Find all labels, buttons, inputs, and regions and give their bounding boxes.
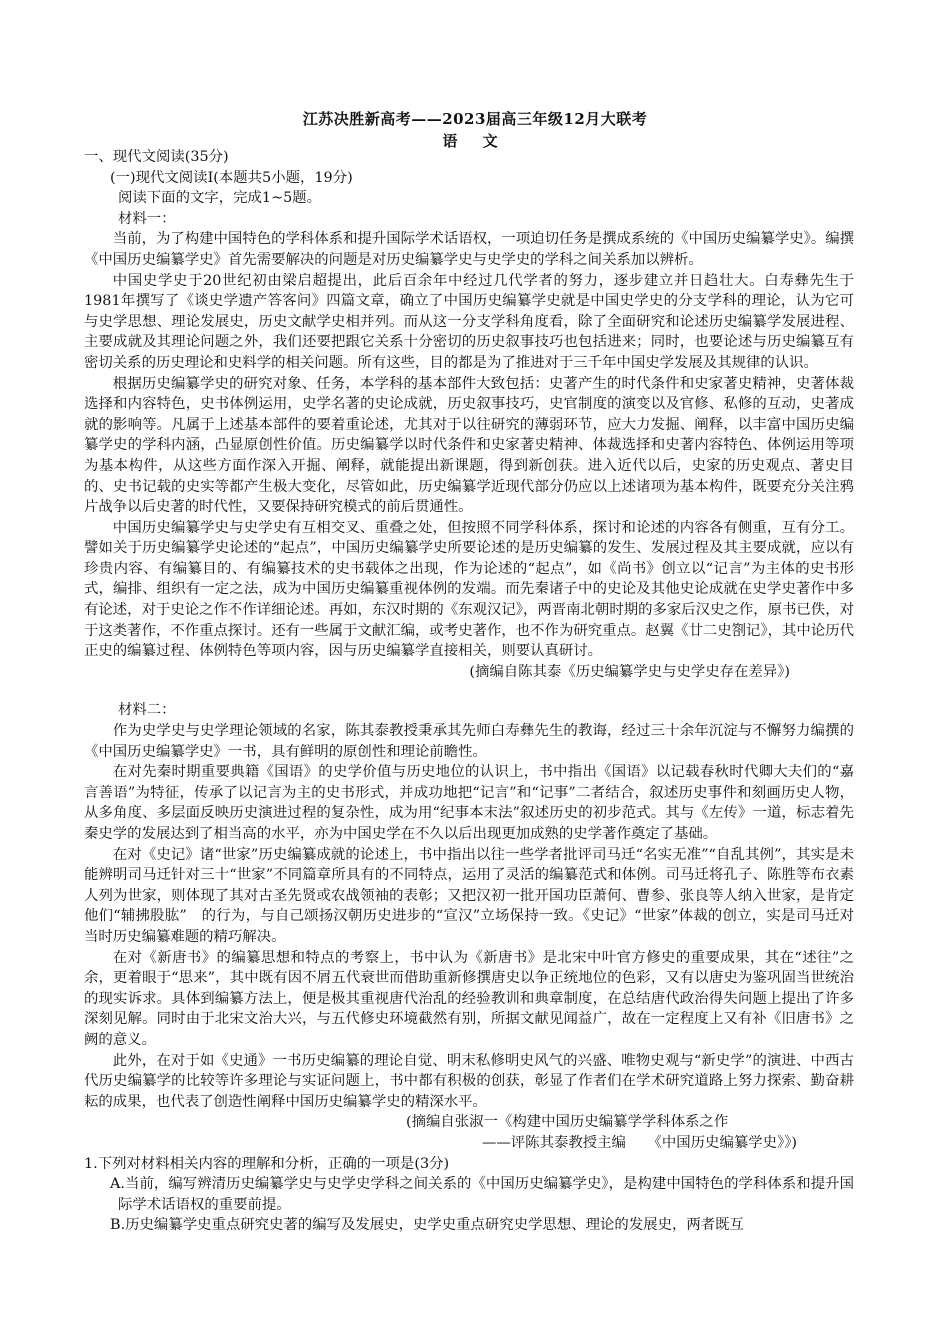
- material2-paragraph: 在对《新唐书》的编纂思想和特点的考察上，书中认为《新唐书》是北宋中叶官方修史的重要成果，其在“述往”之余，更着眼于“思来”，其中既有因不屑五代衰世而借助重新修撰唐史以争正统地位的色彩，又有以唐史为鉴巩固当世统治的现实诉求。具体到编纂方法上，便是极其重视唐代治乱的经验教训和典章制度，在总结唐代政治得失问题上提出了许多深刻见解。同时由于北宋文治大兴，与五代修史环境截然有别，所据文献见闻益广，故在一定程度上又有补《旧唐书》之阙的意义。: [84, 949, 854, 1048]
- material1-paragraph: 当前，为了构建中国特色的学科体系和提升国际学术话语权，一项迫切任务是撰成系统的《中国历史编纂学史》。编撰《中国历史编纂学史》首先需要解决的问题是对历史编纂学史与史学史的学科之间关系加以辨析。: [84, 231, 854, 268]
- exam-content: [84, 147, 854, 1236]
- spacer: [84, 682, 854, 700]
- material2-paragraph: 在对《史记》诸“世家”历史编纂成就的论述上，书中指出以往一些学者批评司马迁“名实无准”“自乱其例”，其实是未能辨明司马迁针对三十“世家”不同篇章所具有的不同特点，运用了灵活的编纂范式和体例。司马迁将孔子、陈胜等布衣素人列为世家，则体现了其对古圣先贤或农战领袖的表彰；又把汉初一批开国功臣萧何、曹参、张良等人纳入世家，是肯定他们“辅拂股肱” 的行为，与自己颂扬汉朝历史进步的“宣汉”立场保持一致。《史记》“世家”体裁的创立，实是司马迁对当时历史编纂难题的精巧解决。: [84, 846, 854, 945]
- material1-label: 材料一：: [118, 210, 176, 227]
- section-title: 一、现代文阅读(35分): [84, 149, 229, 165]
- material1-paragraph: 中国历史编纂学史与史学史有互相交叉、重叠之处，但按照不同学科体系，探讨和论述的内容各有侧重，互有分工。譬如关于历史编纂学史论述的“起点”，中国历史编纂学史所要论述的是历史编纂的发生、发展过程及其主要成就，应以有珍贵内容、有编纂目的、有编纂技术的史书载体之出现，作为论述的“起点”，如《尚书》创立以“记言”为主体的史书形式，编排、组织有一定之法，成为中国历史编纂重视体例的发端。而先秦诸子中的史论及其他史论成就在史学史著作中多有论述，对于史论之作不作详细论述。再如，东汉时期的《东观汉记》，两晋南北朝时期的多家后汉史之作，原书已佚，对于这类著作，不作重点探讨。还有一些属于文献汇编，或考史著作，也不作为研究重点。赵翼《廿二史劄记》，其中论历代正史的编纂过程、体例特色等项内容，因与历史编纂学直接相关，则要认真研讨。: [84, 519, 854, 660]
- exam-title: 江苏决胜新高考——2023届高三年级12月大联考: [302, 110, 648, 128]
- material2-paragraph: 在对先秦时期重要典籍《国语》的史学价值与历史地位的认识上，书中指出《国语》以记载春秋时代卿大夫们的“嘉言善语”为特征，传承了以记言为主的史书形式，并成功地把“记言”和“记事”二者结合，叙述历史事件和刻画历史人物，从多角度、多层面反映历史演进过程的复杂性，成为用“纪事本末法”叙述历史的初步范式。其与《左传》一道，标志着先秦史学的发展达到了相当高的水平，亦为中国史学在不久以后出现更加成熟的史学著作奠定了基础。: [84, 764, 854, 842]
- material1-paragraph: 中国史学史于20世纪初由梁启超提出，此后百余年中经过几代学者的努力，逐步建立并日趋壮大。白寿彝先生于1981年撰写了《谈史学遗产答客问》四篇文章，确立了中国历史编纂学史就是中国史学史的分支学科的理论，认为它可与史学思想、理论发展史，历史文献学史相并列。而从这一分支学科角度看，除了全面研究和论述历史编纂学发展进程、主要成就及其理论问题之外，我们还要把跟它关系十分密切的历史叙事技巧也包括进来；同时，也要论述与历史编纂互有密切关系的历史理论和史料学的相关问题。所有这些，目的都是为了推进对于三千年中国史学发展及其规律的认识。: [84, 272, 854, 371]
- reading-instruction: 阅读下面的文字，完成1~5题。: [118, 190, 322, 207]
- subject-title: 语 文: [442, 132, 508, 150]
- question1-option-b: B.历史编纂学史重点研究史著的编写及发展史，史学史重点研究史学思想、理论的发展史，两者既互: [110, 1217, 744, 1234]
- material1-paragraph: 根据历史编纂学史的研究对象、任务，本学科的基本部件大致包括：史著产生的时代条件和史家著史精神，史著体裁选择和内容特色，史书体例运用，史学名著的史论成就，历史叙事技巧，史官制度的演变以及官修、私修的互动，史著成就的影响等。凡属于上述基本部件的要着重论述，尤其对于以往研究的薄弱环节，应大力发掘、阐释，以丰富中国历史编纂学史的学科内涵，凸显原创性价值。历史编纂学以时代条件和史家著史精神、体裁选择和史著内容特色、体例运用等项为基本构件，从这些方面作深入开掘、阐释，就能提出新课题，得到新创获。进入近代以后，史家的历史观点、著史目的、史书记载的史实等都产生极大变化，尽管如此，历史编纂学近现代部分仍应以上述诸项为基本构件，既要充分关注鸦片战争以后史著的时代性，又要保持研究模式的前后贯通性。: [84, 375, 854, 516]
- question1-option-a: A.当前，编写辨清历史编纂学史与史学史学科之间关系的《中国历史编纂学史》，是构建中国特色的学科体系和提升国际学术话语权的重要前提。: [110, 1176, 854, 1213]
- material2-paragraph: 作为史学史与史学理论领域的名家，陈其泰教授秉承其先师白寿彝先生的教诲，经过三十余年沉淀与不懈努力编撰的《中国历史编纂学史》一书，具有鲜明的原创性和理论前瞻性。: [84, 723, 854, 760]
- question1-stem: 1.下列对材料相关内容的理解和分析，正确的一项是(3分): [84, 1155, 450, 1172]
- material1-source: (摘编自陈其泰《历史编纂学史与史学史存在差异》): [469, 663, 790, 680]
- material2-label: 材料二：: [118, 702, 176, 719]
- subsection-title: (一)现代文阅读Ⅰ(本题共5小题，19分): [110, 169, 353, 186]
- material2-paragraph: 此外，在对于如《史通》一书历史编纂的理论自觉、明末私修明史风气的兴盛、唯物史观与“新史学”的演进、中西古代历史编纂学的比较等许多理论与实证问题上，书中都有积极的创获，彰显了作者们在学术研究道路上努力探索、勤奋耕耘的成果，也代表了创造性阐释中国历史编纂学史的精深水平。: [84, 1052, 854, 1110]
- material2-source-line1: (摘编自张淑一《构建中国历史编纂学学科体系之作: [406, 1114, 729, 1131]
- material2-source-line2: ——评陈其泰教授主编 《中国历史编纂学史》》): [482, 1134, 798, 1151]
